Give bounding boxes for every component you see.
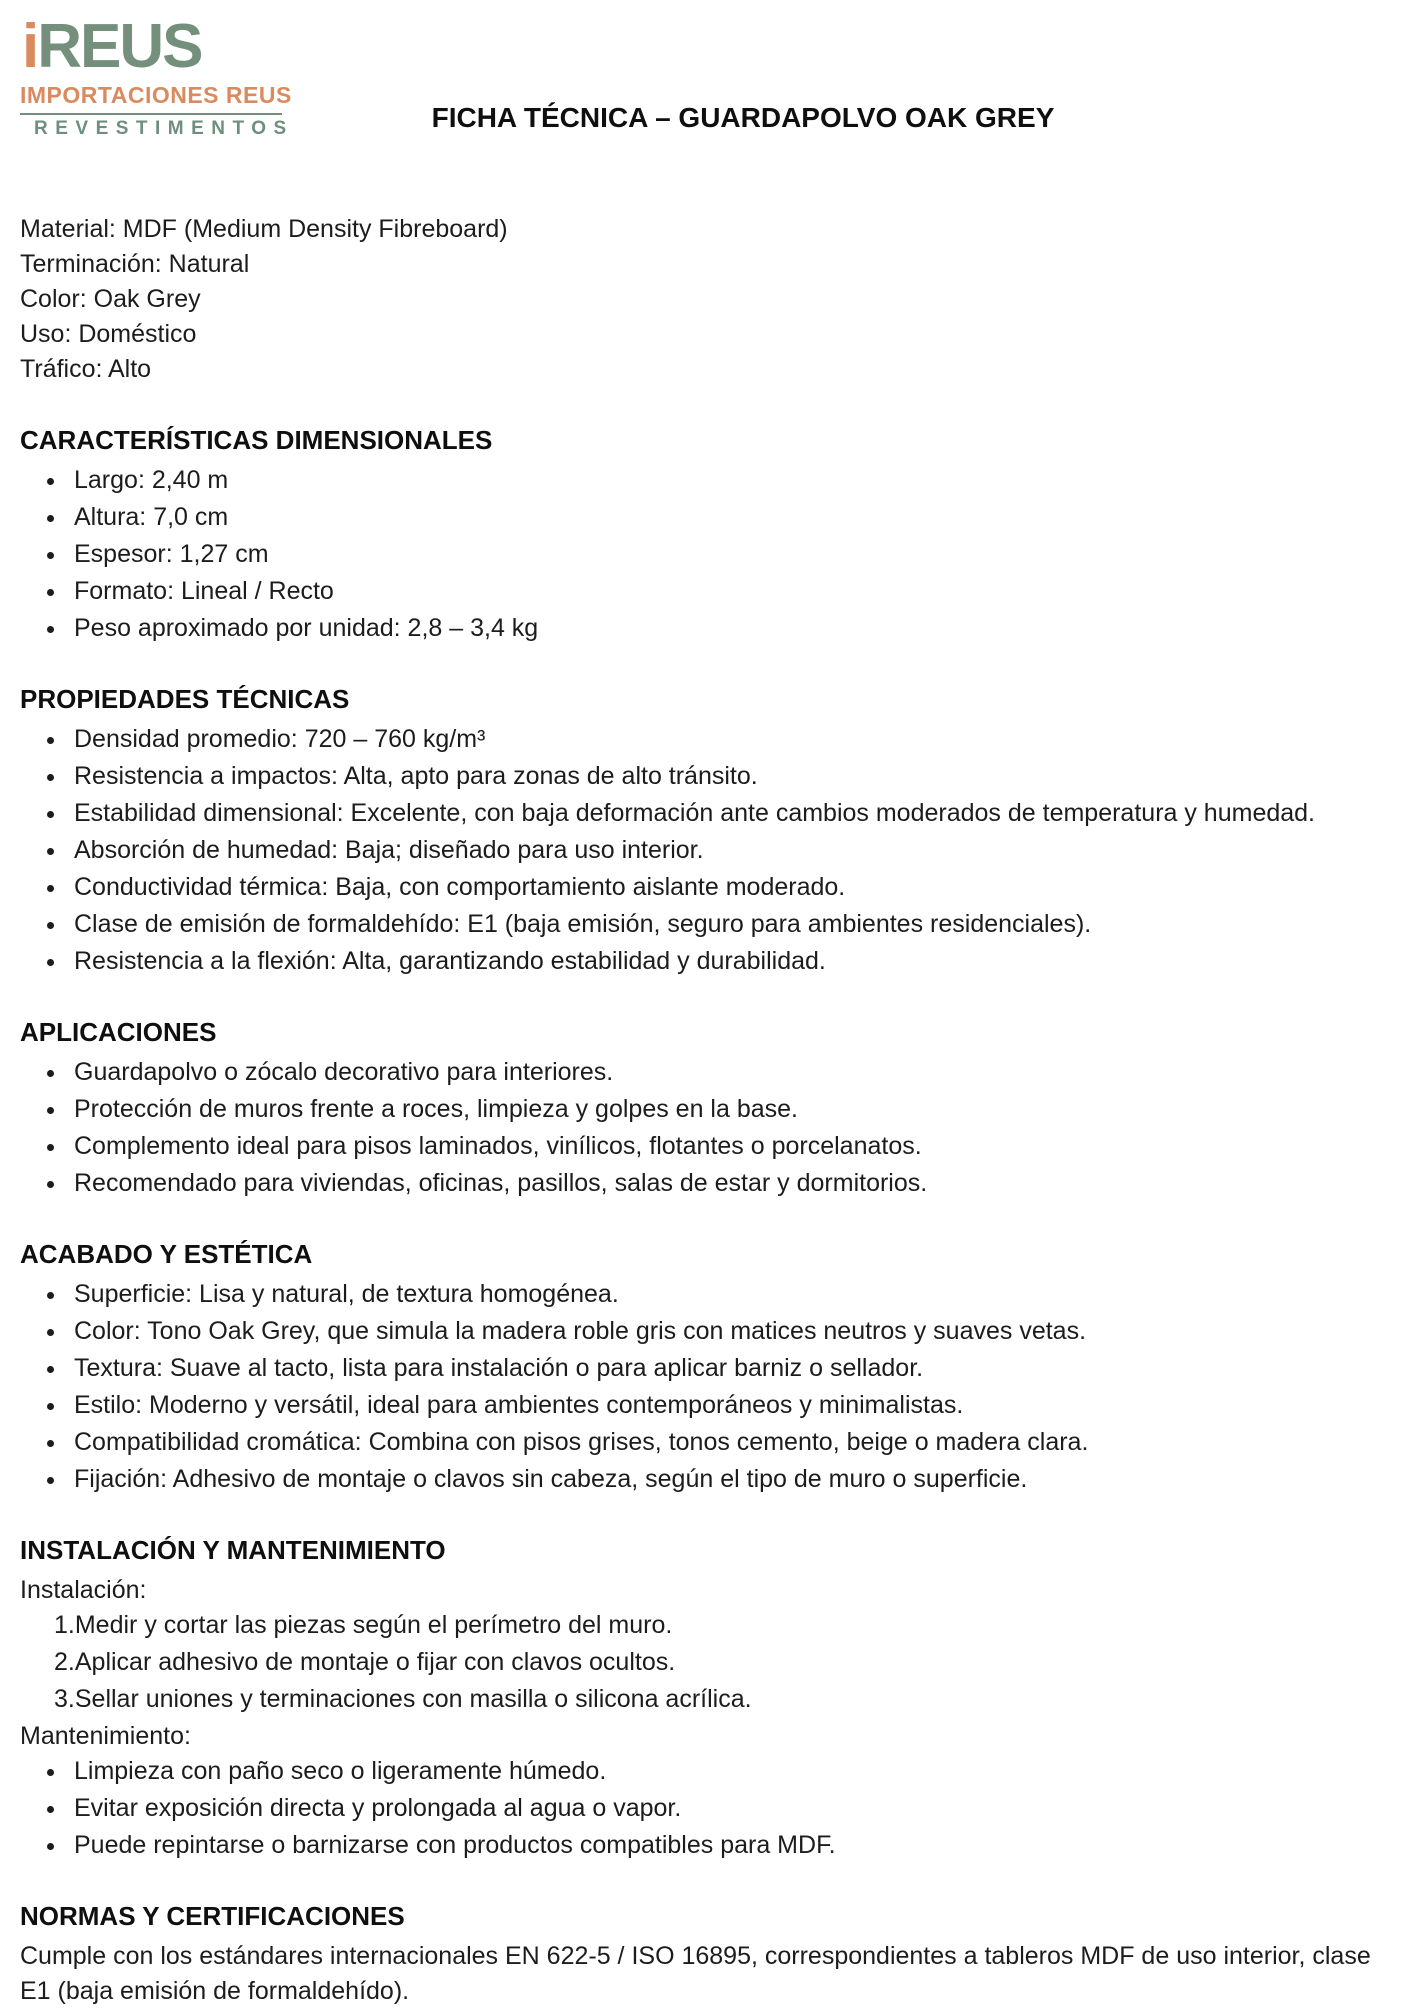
list-item: • Color: Tono Oak Grey, que simula la madera roble gris con matices neutros y suaves vetas. xyxy=(68,1314,1394,1349)
list-item: • Evitar exposición directa y prolongada al agua o vapor. xyxy=(68,1791,1394,1826)
section-heading: PROPIEDADES TÉCNICAS xyxy=(20,684,350,714)
list-item: • Peso aproximado por unidad: 2,8 – 3,4 kg xyxy=(68,611,1394,646)
list-item: • Recomendado para viviendas, oficinas, pasillos, salas de estar y dormitorios. xyxy=(68,1166,1394,1201)
list-item: • Largo: 2,40 m xyxy=(68,463,1394,498)
logo-subtitle xyxy=(20,82,294,109)
section-heading: CARACTERÍSTICAS DIMENSIONALES xyxy=(20,425,493,455)
list-item: • Clase de emisión de formaldehído: E1 (baja emisión, seguro para ambientes residenciales). xyxy=(68,907,1394,942)
list-item: Medir y cortar las piezas según el perímetro del muro. xyxy=(74,1611,673,1639)
list-item: • Estabilidad dimensional: Excelente, con baja deformación ante cambios moderados de temperatura y humedad. xyxy=(68,796,1394,831)
list-item: • Limpieza con paño seco o ligeramente húmedo. xyxy=(68,1754,1394,1789)
list-item: • Resistencia a la flexión: Alta, garantizando estabilidad y durabilidad. xyxy=(68,944,1394,979)
bullet-list xyxy=(20,722,1394,979)
bullet-list xyxy=(20,1277,1394,1497)
section-caracteristicas-dimensionales xyxy=(20,424,1394,646)
list-item: • Estilo: Moderno y versátil, ideal para ambientes contemporáneos y minimalistas. xyxy=(68,1388,1394,1423)
list-item: • Resistencia a impactos: Alta, apto para zonas de alto tránsito. xyxy=(68,759,1394,794)
numbered-step-list xyxy=(20,1608,1394,1717)
header xyxy=(20,12,1394,170)
section-heading: NORMAS Y CERTIFICACIONES xyxy=(20,1901,405,1931)
list-item: Sellar uniones y terminaciones con masilla o silicona acrílica. xyxy=(74,1685,752,1713)
list-item: • Densidad promedio: 720 – 760 kg/m³ xyxy=(68,722,1394,757)
section-instalacion-mantenimiento xyxy=(20,1534,1394,1863)
list-item: • Guardapolvo o zócalo decorativo para interiores. xyxy=(68,1055,1394,1090)
list-item: Tráfico: Alto xyxy=(20,355,152,383)
section-propiedades-tecnicas xyxy=(20,683,1394,979)
list-item: • Protección de muros frente a roces, limpieza y golpes en la base. xyxy=(68,1092,1394,1127)
list-item: • Espesor: 1,27 cm xyxy=(68,537,1394,572)
list-item: Aplicar adhesivo de montaje o fijar con clavos ocultos. xyxy=(74,1648,676,1676)
logo-wordmark-reus: REUS xyxy=(37,12,202,81)
logo-divider xyxy=(20,113,282,115)
instalacion-label: Instalación: xyxy=(20,1576,147,1604)
list-item: Terminación: Natural xyxy=(20,250,250,278)
list-item: • Conductividad térmica: Baja, con comportamiento aislante moderado. xyxy=(68,870,1394,905)
list-item: • Altura: 7,0 cm xyxy=(68,500,1394,535)
page-title: FICHA TÉCNICA – GUARDAPOLVO OAK GREY xyxy=(431,102,1055,133)
list-item: • Superficie: Lisa y natural, de textura homogénea. xyxy=(68,1277,1394,1312)
list-item: • Fijación: Adhesivo de montaje o clavos sin cabeza, según el tipo de muro o superficie. xyxy=(68,1462,1394,1497)
list-item: • Complemento ideal para pisos laminados, vinílicos, flotantes o porcelanatos. xyxy=(68,1129,1394,1164)
section-normas-certificaciones xyxy=(20,1900,1394,2009)
list-item: Uso: Doméstico xyxy=(20,320,197,348)
section-acabado-estetica xyxy=(20,1238,1394,1497)
list-item: • Absorción de humedad: Baja; diseñado para uso interior. xyxy=(68,833,1394,868)
bullet-list xyxy=(20,1754,1394,1863)
list-item: Color: Oak Grey xyxy=(20,285,201,313)
logo-subtitle-regular: IMPORTACIONES xyxy=(20,81,226,108)
company-logo xyxy=(20,12,294,140)
section-heading: INSTALACIÓN Y MANTENIMIENTO xyxy=(20,1535,446,1565)
logo-wordmark xyxy=(22,12,294,81)
bullet-list xyxy=(20,1055,1394,1201)
normas-paragraph: Cumple con los estándares internacionales EN 622-5 / ISO 16895, correspondientes a tableros MDF de uso interior, clase E1 (baja emisión de formaldehído). xyxy=(20,1942,1371,2005)
section-heading: ACABADO Y ESTÉTICA xyxy=(20,1239,313,1269)
list-item: • Compatibilidad cromática: Combina con pisos grises, tonos cemento, beige o madera clara. xyxy=(68,1425,1394,1460)
logo-wordmark-i: i xyxy=(22,12,38,81)
document-content xyxy=(20,212,1394,2009)
logo-tagline: REVESTIMENTOS xyxy=(34,117,294,139)
list-item: • Puede repintarse o barnizarse con productos compatibles para MDF. xyxy=(68,1828,1394,1863)
intro-block xyxy=(20,212,1394,387)
logo-subtitle-bold: REUS xyxy=(225,81,292,108)
list-item: • Textura: Suave al tacto, lista para instalación o para aplicar barniz o sellador. xyxy=(68,1351,1394,1386)
bullet-list xyxy=(20,463,1394,646)
section-heading: APLICACIONES xyxy=(20,1017,217,1047)
section-aplicaciones xyxy=(20,1016,1394,1201)
list-item: • Formato: Lineal / Recto xyxy=(68,574,1394,609)
list-item: Material: MDF (Medium Density Fibreboard) xyxy=(20,215,508,243)
mantenimiento-label: Mantenimiento: xyxy=(20,1722,191,1750)
